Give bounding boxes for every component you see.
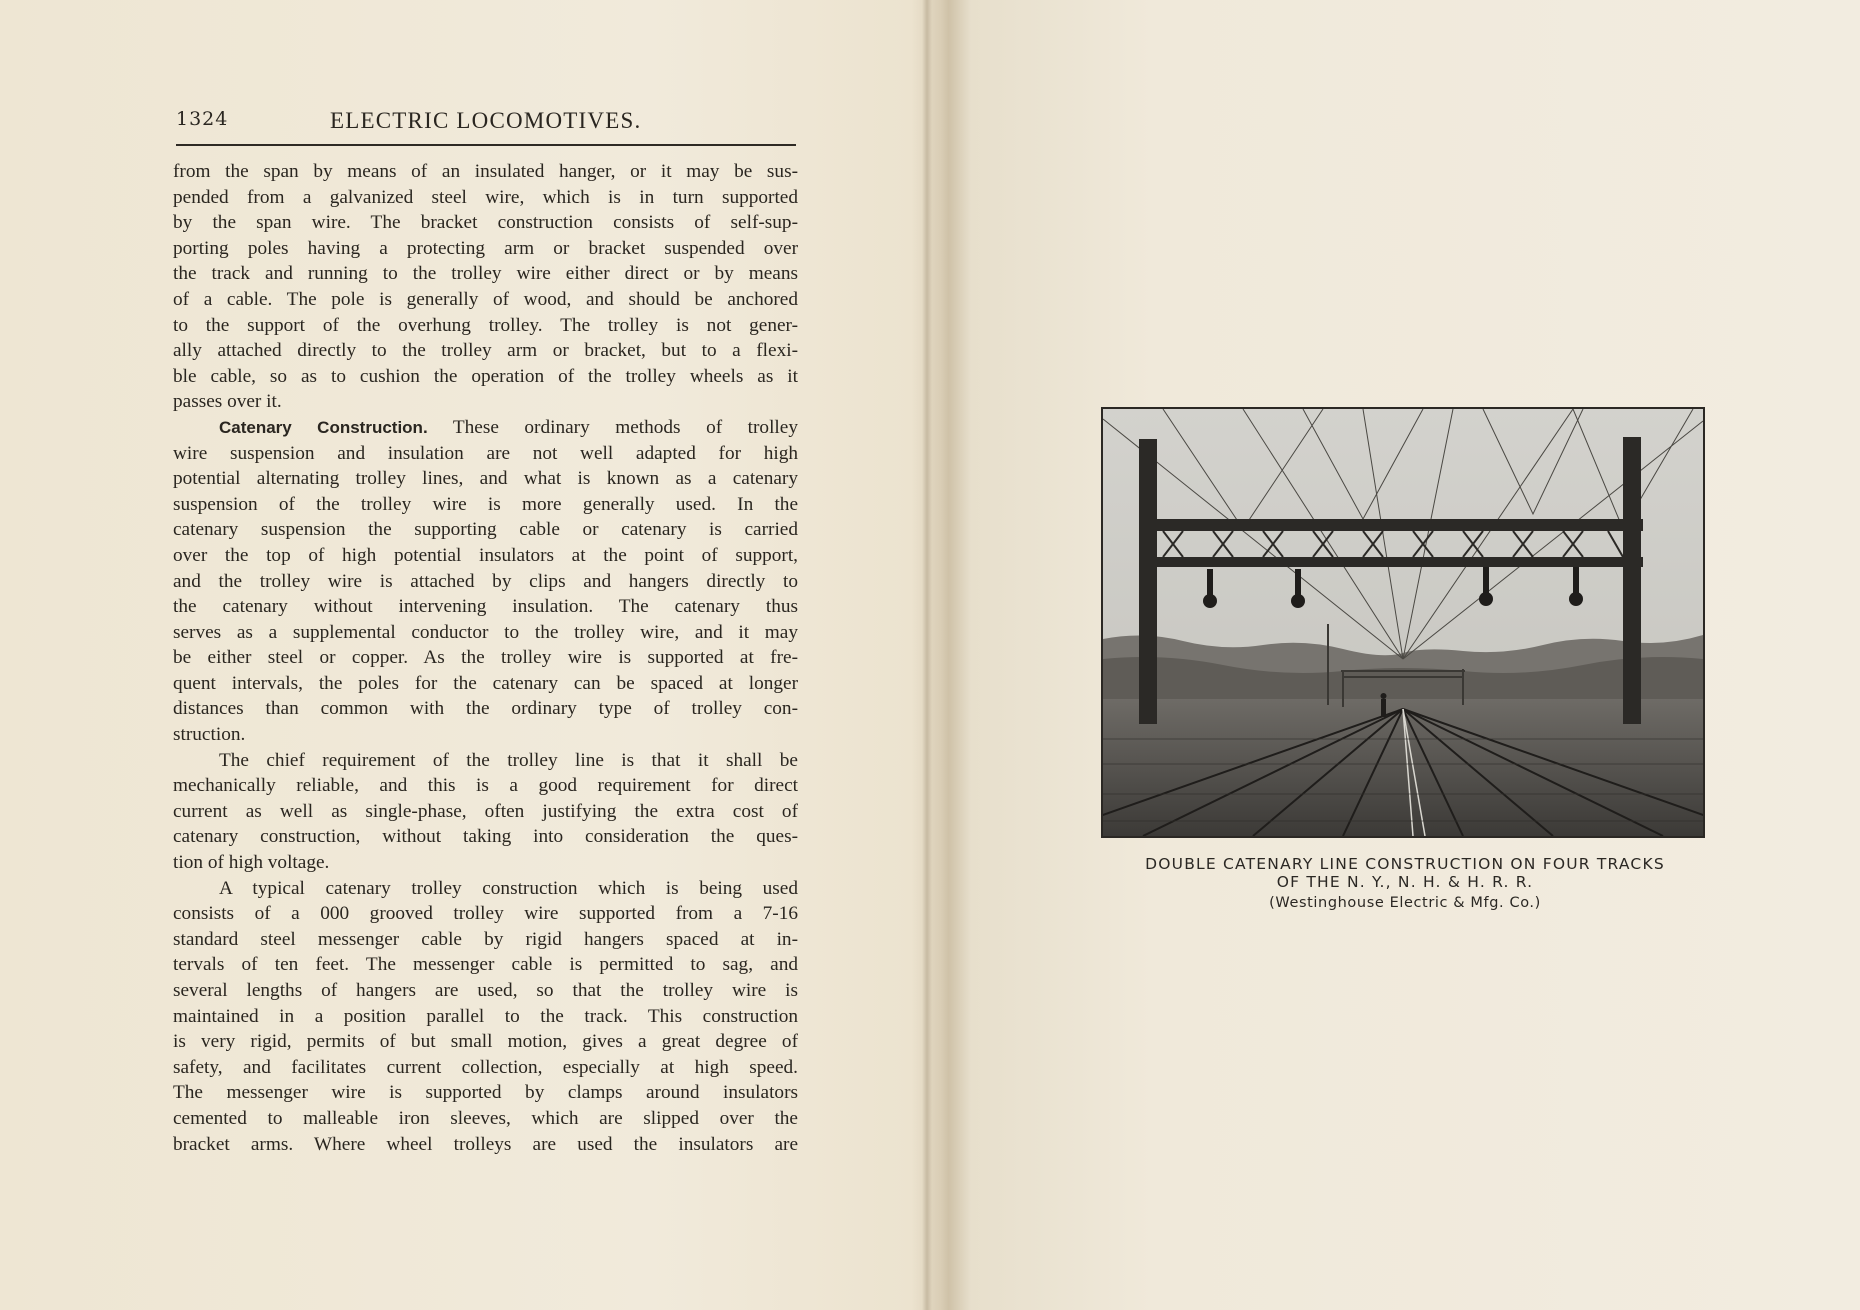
text-line: is very rigid, permits of but small motion, gives a great degree of <box>173 1031 798 1053</box>
body-text <box>173 159 798 1157</box>
text-line: the track and running to the trolley wire either direct or by means <box>173 263 798 285</box>
text-line: consists of a 000 grooved trolley wire supported from a 7-16 <box>173 903 798 925</box>
text-line: the catenary without intervening insulation. The catenary thus <box>173 596 798 618</box>
text-line: A typical catenary trolley construction which is being used <box>219 877 798 899</box>
photo-credit: (Westinghouse Electric & Mfg. Co.) <box>1269 895 1541 911</box>
running-title: ELECTRIC LOCOMOTIVES. <box>330 108 642 133</box>
text-line: standard steel messenger cable by rigid hangers spaced at in- <box>173 928 798 950</box>
caption-line-2: OF THE N. Y., N. H. & H. R. R. <box>1276 873 1534 891</box>
text-line: and the trolley wire is attached by clips and hangers directly to <box>173 570 798 592</box>
text-line: passes over it. <box>173 391 282 413</box>
text-line: wire suspension and insulation are not well adapted for high <box>173 442 798 464</box>
text-line: by the span wire. The bracket construction consists of self-sup- <box>173 212 798 234</box>
figure-caption <box>1025 855 1785 911</box>
text-line: struction. <box>173 724 246 746</box>
text-line: pended from a galvanized steel wire, which is in turn supported <box>173 186 798 208</box>
text-line: of a cable. The pole is generally of wood, and should be anchored <box>173 288 798 310</box>
running-head <box>176 104 796 146</box>
text-line: potential alternating trolley lines, and what is known as a catenary <box>173 468 798 490</box>
text-line: tervals of ten feet. The messenger cable is permitted to sag, and <box>173 954 798 976</box>
text-line: maintained in a position parallel to the track. This construction <box>173 1005 798 1027</box>
page-number: 1324 <box>176 108 229 130</box>
right-page <box>935 0 1860 1310</box>
text-line: serves as a supplemental conductor to the trolley wire, and it may <box>173 621 798 643</box>
text-line: quent intervals, the poles for the catenary can be spaced at longer <box>173 672 798 694</box>
text-line: over the top of high potential insulators at the point of support, <box>173 544 798 566</box>
text-line: distances than common with the ordinary type of trolley con- <box>173 698 798 720</box>
caption-line-1: DOUBLE CATENARY LINE CONSTRUCTION ON FOUR TRACKS <box>1145 855 1665 873</box>
railway-photograph <box>1101 407 1705 838</box>
text-line: to the support of the overhung trolley. The trolley is not gener- <box>173 314 798 336</box>
text-line: catenary construction, without taking into consideration the ques- <box>173 826 798 848</box>
text-line: cemented to malleable iron sleeves, which are slipped over the <box>173 1107 798 1129</box>
text-line: catenary suspension the supporting cable or catenary is carried <box>173 519 798 541</box>
text-line: ally attached directly to the trolley arm or bracket, but to a flexi- <box>173 340 798 362</box>
text-line: tion of high voltage. <box>173 852 330 874</box>
text-line: The messenger wire is supported by clamps around insulators <box>173 1082 798 1104</box>
text-line: The chief requirement of the trolley line is that it shall be <box>219 749 798 771</box>
text-line: mechanically reliable, and this is a good requirement for direct <box>173 775 798 797</box>
text-line: suspension of the trolley wire is more generally used. In the <box>173 493 798 515</box>
text-line: from the span by means of an insulated hanger, or it may be sus- <box>173 161 798 182</box>
text-line: safety, and facilitates current collection, especially at high speed. <box>173 1056 798 1078</box>
catenary-photo-illustration <box>1103 409 1703 836</box>
text-line: several lengths of hangers are used, so that the trolley wire is <box>173 980 798 1001</box>
text-line: current as well as single-phase, often justifying the extra cost of <box>173 800 798 822</box>
heading-line-text: These ordinary methods of trolley <box>452 416 798 438</box>
left-page <box>0 0 925 1310</box>
text-line: porting poles having a protecting arm or bracket suspended over <box>173 237 798 259</box>
text-line: be either steel or copper. As the trolley wire is supported at fre- <box>173 647 798 669</box>
text-line-with-heading <box>173 415 798 441</box>
section-heading: Catenary Construction. <box>219 417 428 437</box>
text-line: bracket arms. Where wheel trolleys are used the insulators are <box>173 1133 798 1155</box>
text-line: ble cable, so as to cushion the operation of the trolley wheels as it <box>173 365 798 387</box>
